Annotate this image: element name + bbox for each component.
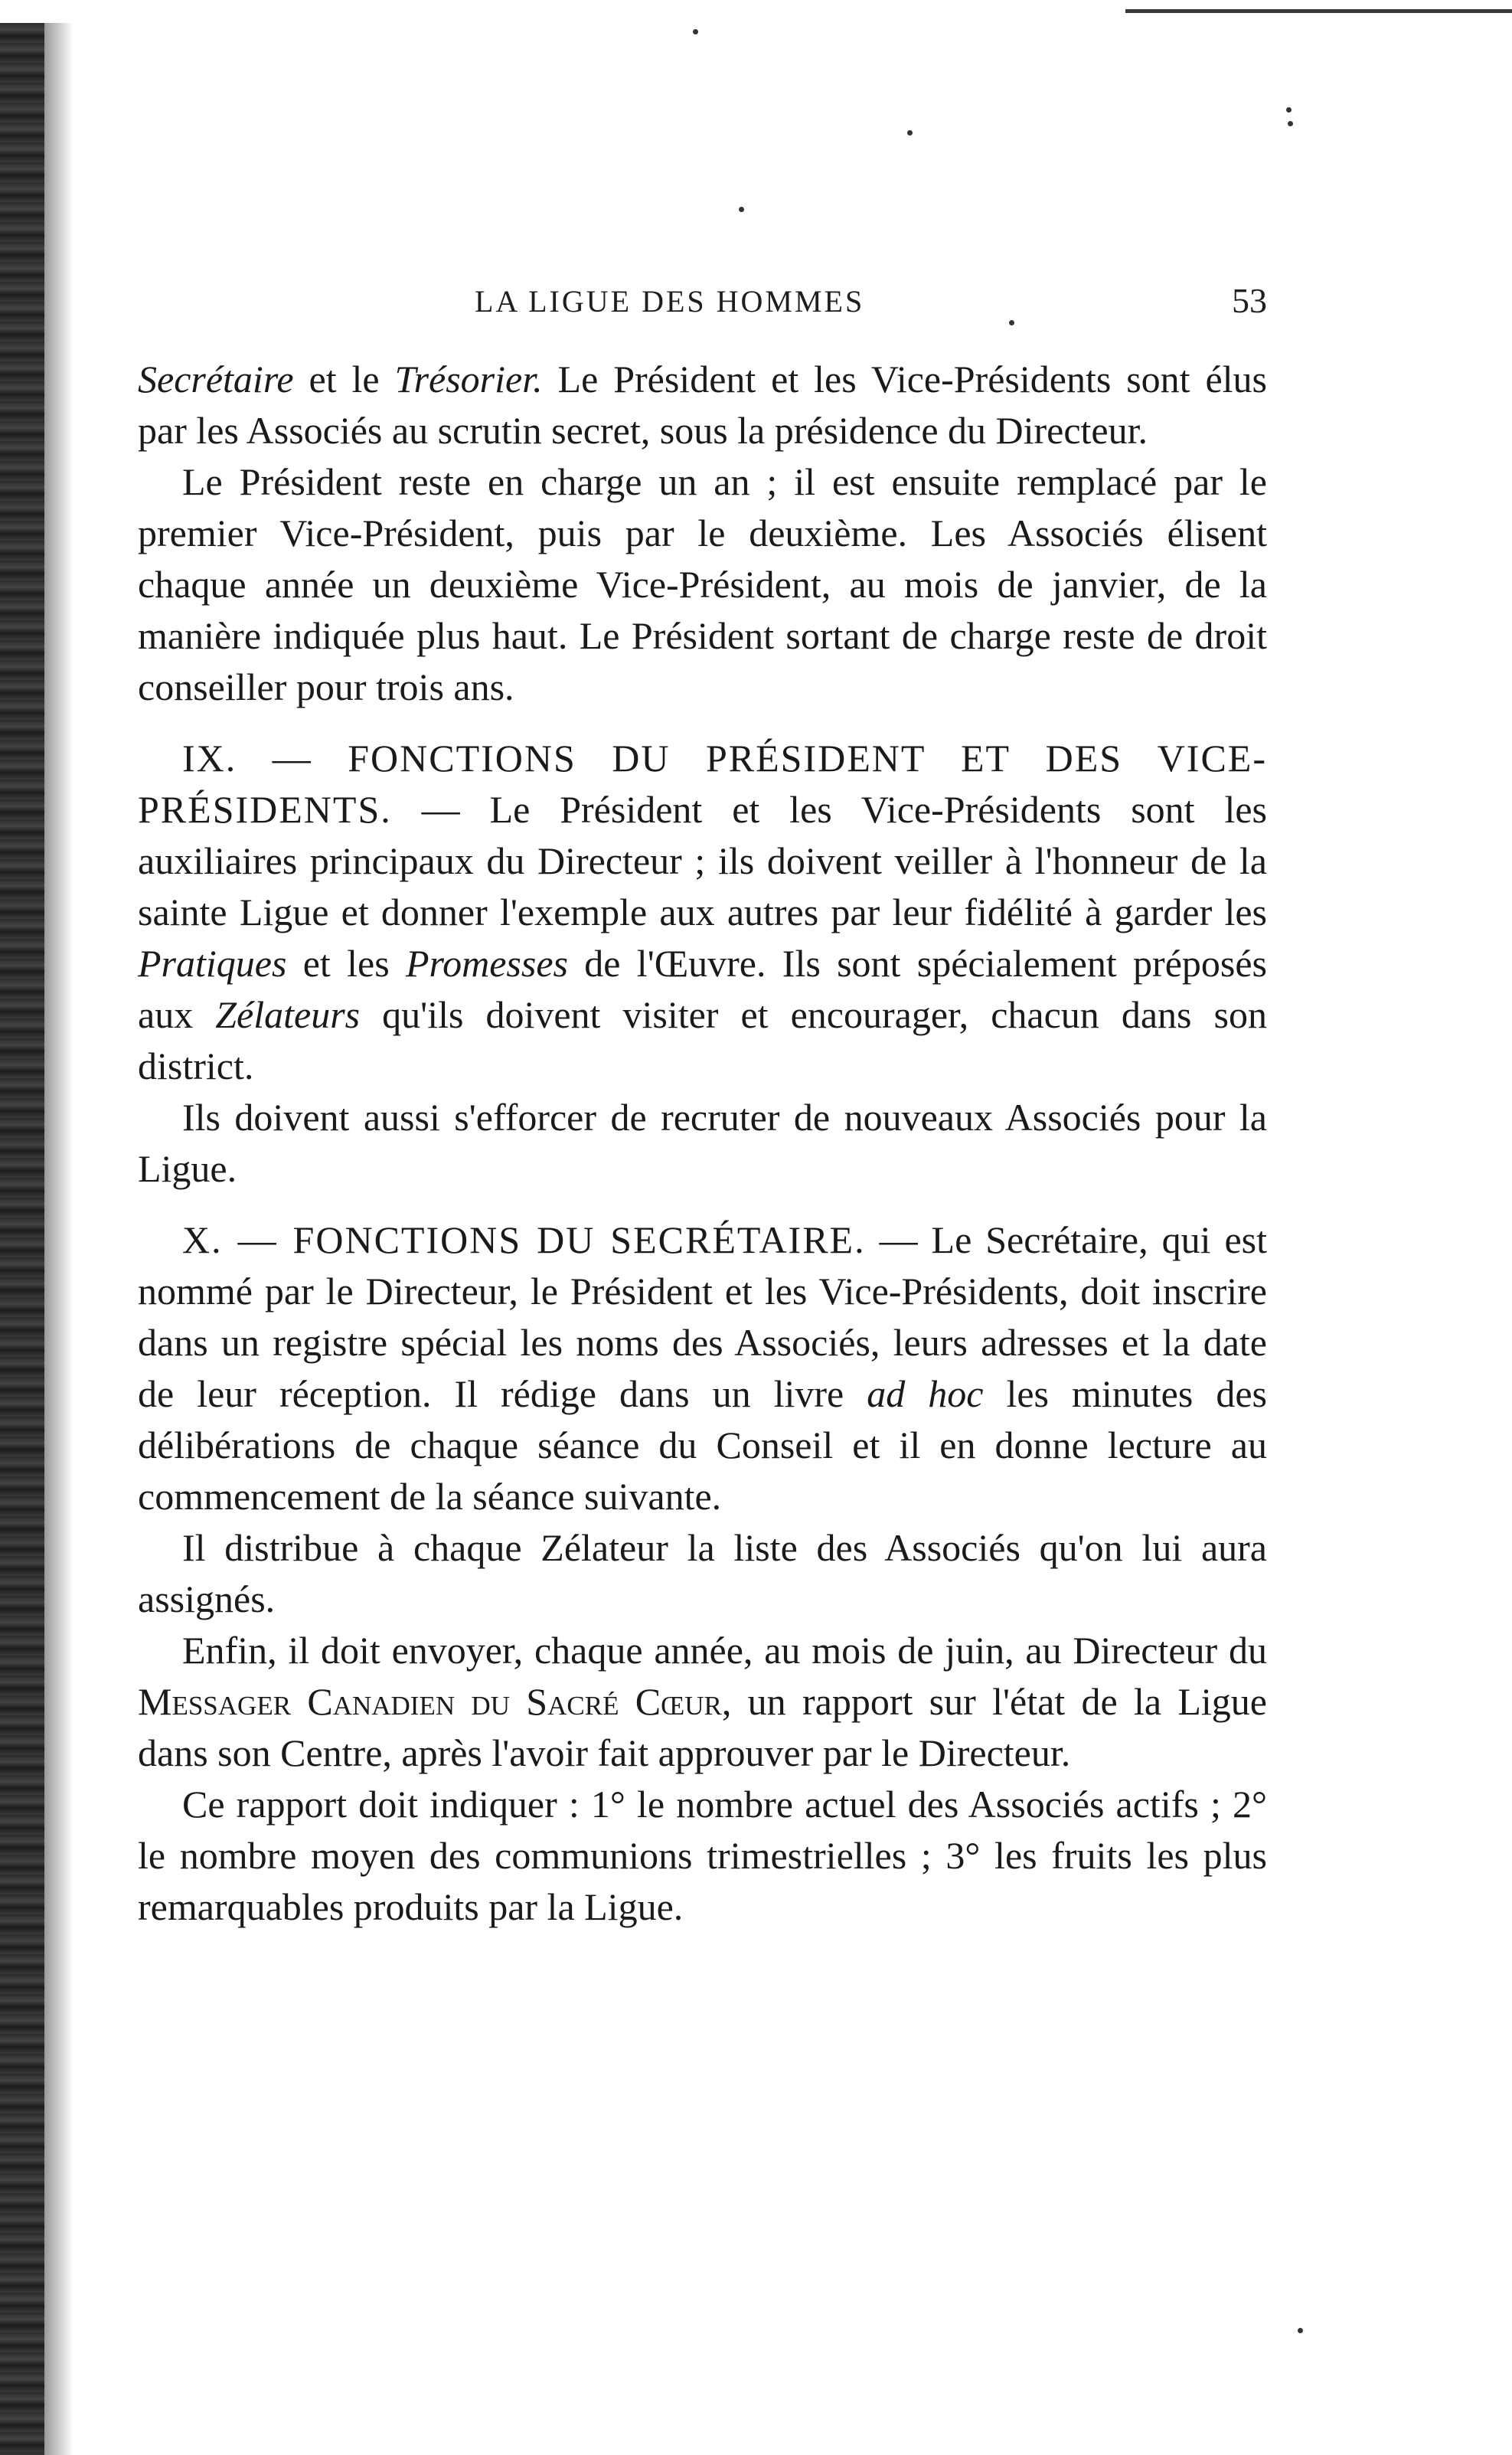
section-heading: X. — FONCTIONS DU SECRÉTAIRE. [182,1218,866,1261]
speck [739,207,744,212]
running-head-title: LA LIGUE DES HOMMES [475,284,865,319]
emphasis: Zélateurs [215,993,361,1036]
speck [1286,107,1292,113]
speck [1288,121,1293,126]
running-head [138,283,1267,329]
emphasis: ad hoc [867,1372,984,1415]
emphasis: Trésorier. [394,358,543,400]
binding-edge [0,23,44,2455]
speck [693,29,698,34]
emphasis: Promesses [405,942,568,985]
emphasis: Secrétaire [138,358,294,400]
page-number: 53 [1232,281,1267,320]
section-heading: IX. — FONCTIONS DU PRÉSIDENT ET DES VICE-PRÉSIDENTS. [138,737,1267,831]
paragraph: Le Président reste en charge un an ; il est ensuite remplacé par le premier Vice-Président, puis par le deuxième. Les Associés élisent chaque année un deuxième Vice-Président, au mois de janvier, de la manière indiquée plus haut. Le Président sortant de charge reste de droit conseiller pour trois ans. [138,460,1267,708]
paragraph: Enfin, il doit envoyer, chaque année, au mois de juin, au Directeur du Messager Canadien du Sacré Cœur, un rapport sur l'état de la Ligue dans son Centre, après l'avoir fait approuver par le Directeur. [138,1629,1268,1774]
emphasis: Pratiques [138,942,287,985]
section-paragraph: IX. — FONCTIONS DU PRÉSIDENT ET DES VICE-PRÉSIDENTS. — Le Président et les Vice-Présidents sont les auxiliaires principaux du Directeur ; ils doivent veiller à l'honneur de la sainte Ligue et donner l'exemple aux autres par leur fidélité à garder les Pratiques et les Promesses de l'Œuvre. Ils sont spécialement préposés aux Zélateurs qu'ils doivent visiter et encourager, chacun dans son district. [138,737,1267,1087]
small-caps-title: Messager Canadien du Sacré Cœur [138,1680,722,1723]
paragraph: Ils doivent aussi s'efforcer de recruter de nouveaux Associés pour la Ligue. [138,1096,1267,1190]
top-rule [1125,9,1512,13]
section-paragraph: X. — FONCTIONS DU SECRÉTAIRE. — Le Secrétaire, qui est nommé par le Directeur, le Président et les Vice-Présidents, doit inscrire dans un registre spécial les noms des Associés, leurs adresses et la date de leur réception. Il rédige dans un livre ad hoc les minutes des délibérations de chaque séance du Conseil et il en donne lecture au commencement de la séance suivante. [138,1218,1267,1518]
paragraph: Il distribue à chaque Zélateur la liste des Associés qu'on lui aura assignés. [138,1526,1267,1620]
paragraph: Ce rapport doit indiquer : 1° le nombre actuel des Associés actifs ; 2° le nombre moyen des communions trimestrielles ; 3° les fruits les plus remarquables produits par la Ligue. [138,1783,1267,1928]
paragraph: Secrétaire et le Trésorier. Le Président et les Vice-Présidents sont élus par les Associés au scrutin secret, sous la présidence du Directeur. [138,358,1267,452]
speck [907,130,913,136]
text-block [138,354,1267,1933]
speck [1298,2328,1303,2333]
